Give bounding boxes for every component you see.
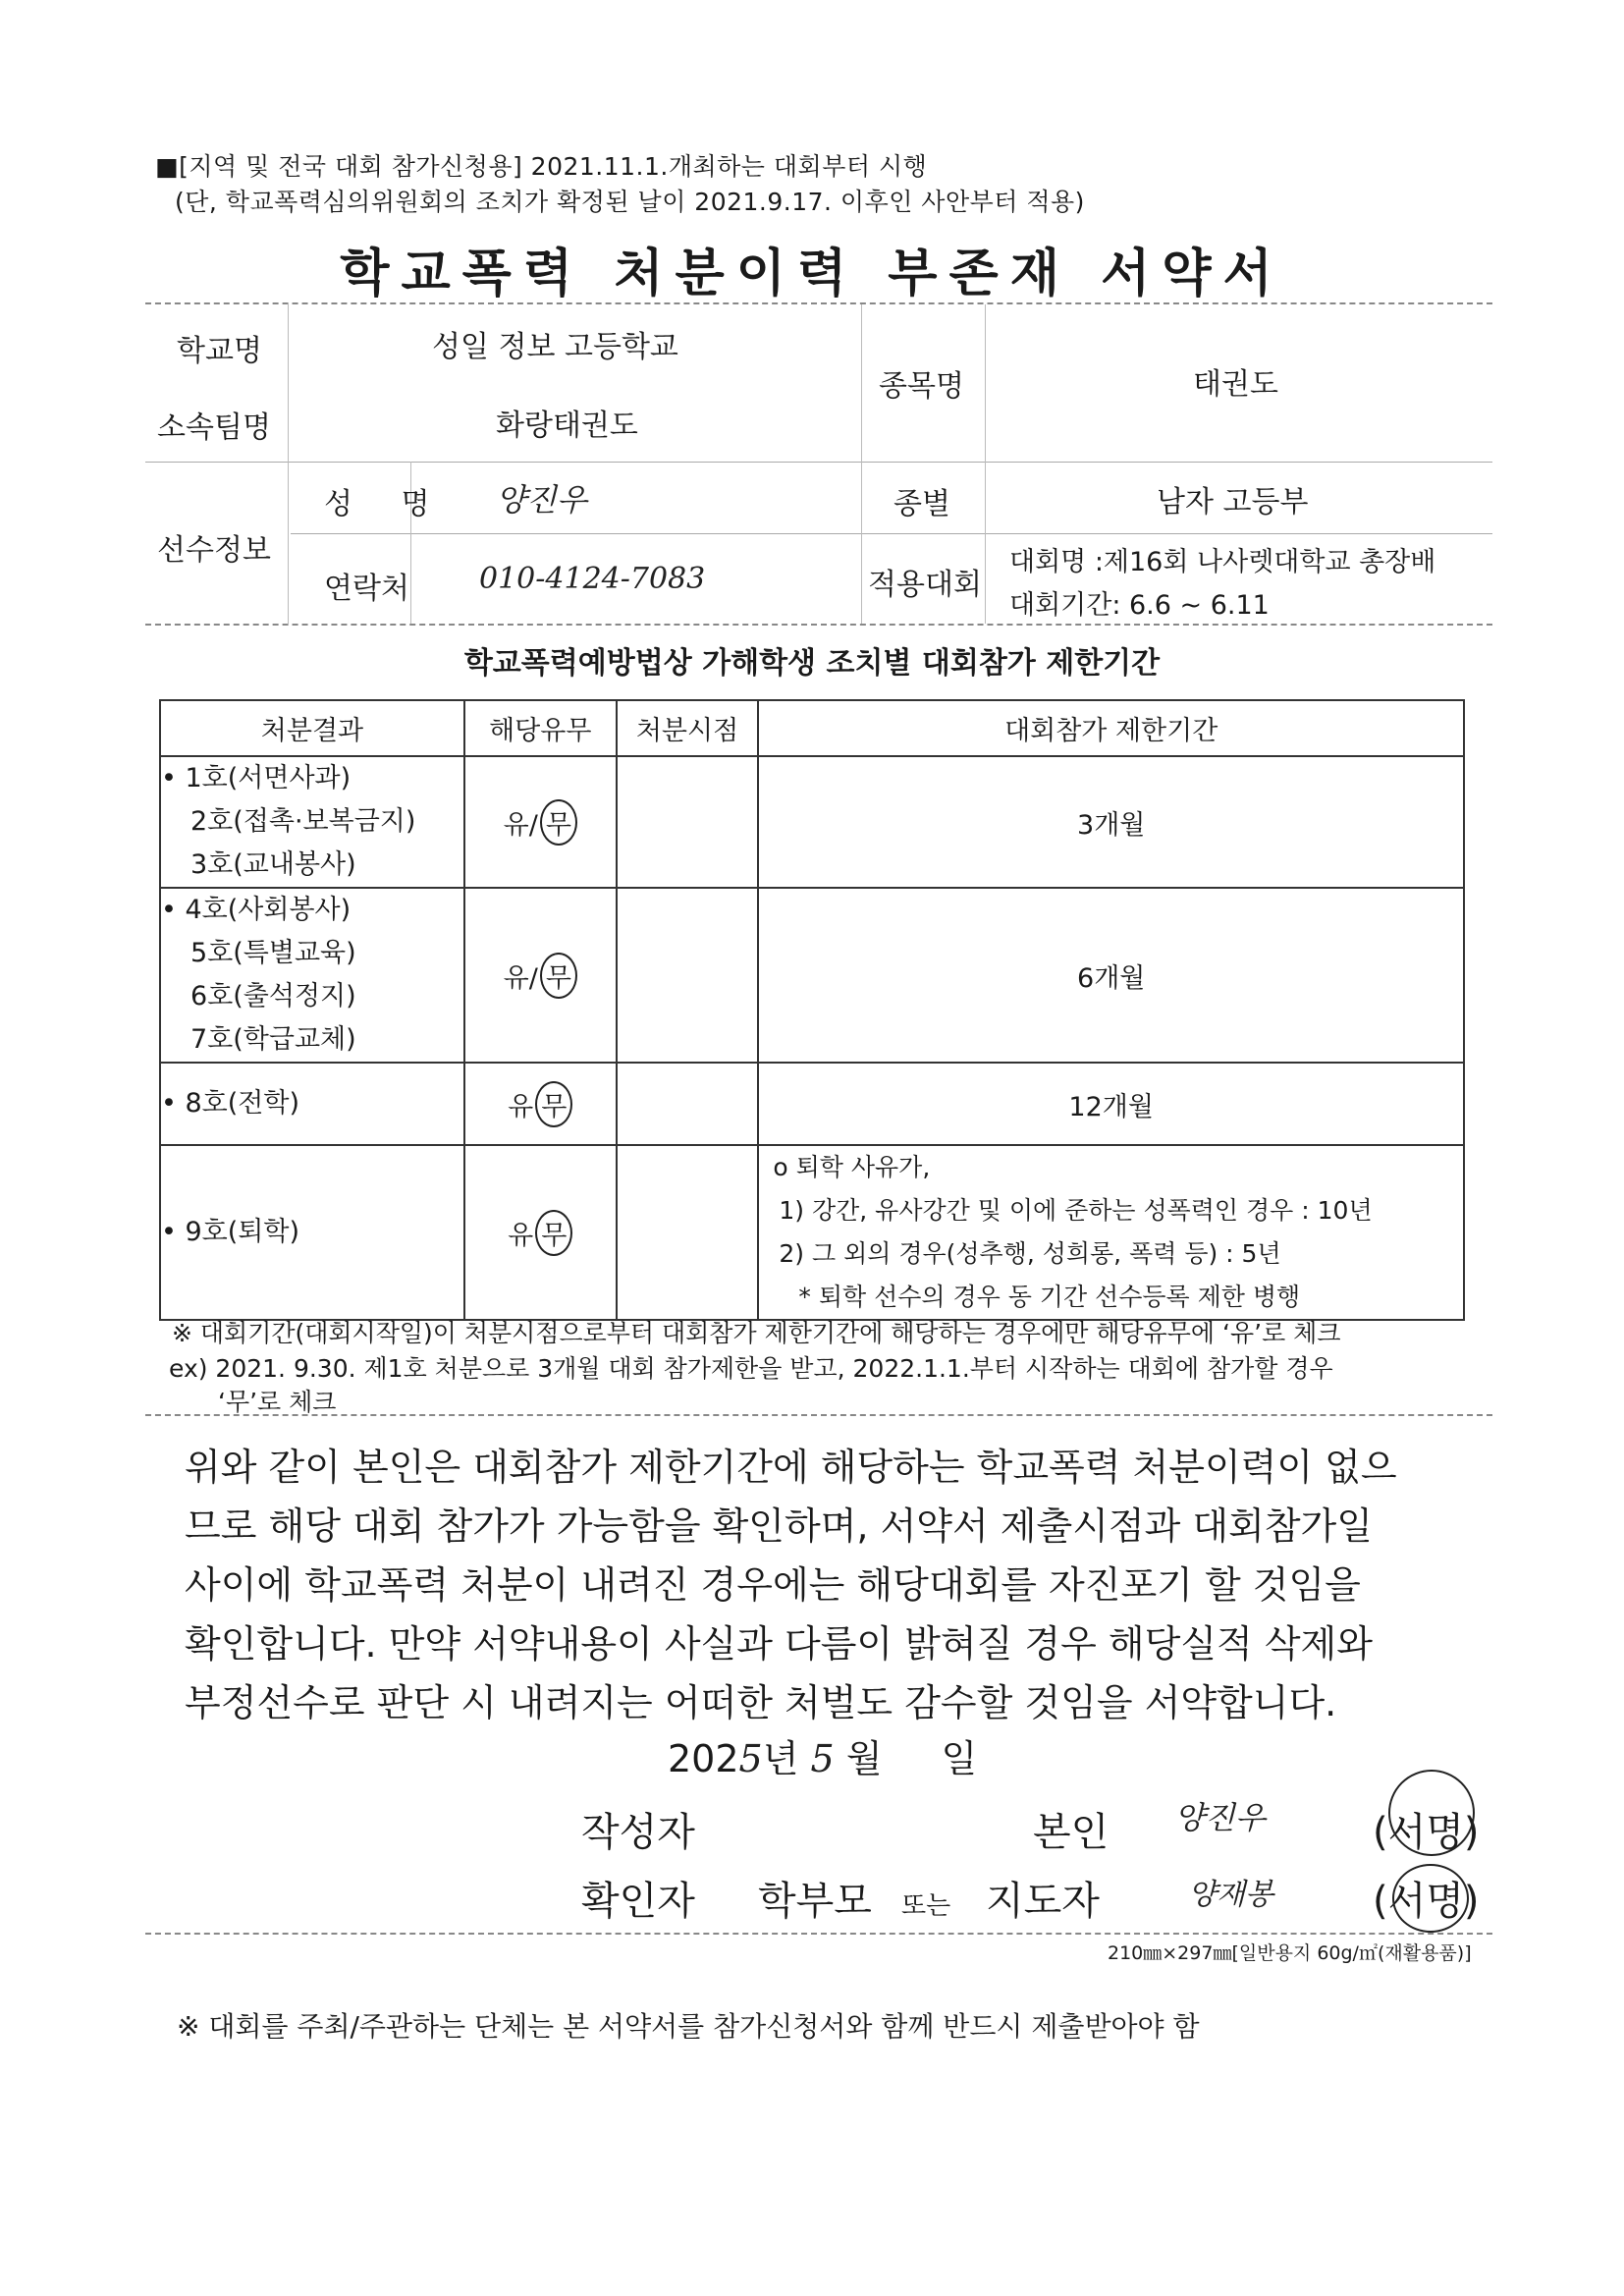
paper-spec: 210㎜×297㎜[일반용지 60g/㎡(재활용품)] bbox=[1108, 1942, 1472, 1964]
pledge-line: 사이에 학교폭력 처분이 내려진 경우에는 해당대회를 자진포기 할 것임을 bbox=[185, 1563, 1361, 1607]
phone-handwritten: 010-4124-7083 bbox=[479, 562, 706, 596]
time-cell bbox=[617, 1145, 759, 1320]
phone-label: 연락처 bbox=[324, 572, 409, 606]
event-label: 종목명 bbox=[879, 369, 964, 404]
team-label: 소속팀명 bbox=[157, 410, 271, 445]
divider bbox=[145, 1414, 1492, 1416]
applicable-cell: 유 무 bbox=[464, 1063, 617, 1145]
measure-list: • 9호(퇴학) bbox=[160, 1145, 464, 1320]
pledge-line: 부정선수로 판단 시 내려지는 어떠한 처벌도 감수할 것임을 서약합니다. bbox=[185, 1681, 1337, 1724]
pledge-line: 므로 해당 대회 참가가 가능함을 확인하며, 서약서 제출시점과 대회참가일 bbox=[185, 1504, 1373, 1548]
column-line bbox=[985, 304, 986, 624]
circled-no-mark: 무 bbox=[535, 1081, 572, 1127]
coach-signature: 양재봉 bbox=[1188, 1878, 1273, 1912]
divider bbox=[145, 462, 1492, 463]
category-value: 남자 고등부 bbox=[1157, 485, 1309, 519]
handwritten-year-digit: 5 bbox=[738, 1737, 763, 1780]
column-line bbox=[861, 304, 862, 624]
time-cell bbox=[617, 756, 759, 888]
table-row bbox=[160, 1063, 1464, 1145]
parent-label: 학부모 bbox=[758, 1879, 872, 1924]
table-header-row bbox=[160, 700, 1464, 756]
header-period: 대회참가 제한기간 bbox=[758, 700, 1464, 756]
circled-no-mark: 무 bbox=[535, 1210, 572, 1256]
applicable-cell: 유 무 bbox=[464, 1145, 617, 1320]
competition-period: 대회기간: 6.6 ~ 6.11 bbox=[1009, 590, 1270, 621]
measure-list: • 4호(사회봉사) 5호(특별교육) 6호(출석정지) 7호(학급교체) bbox=[160, 888, 464, 1063]
coach-seal-label: (서명) bbox=[1373, 1879, 1480, 1924]
document-title: 학교폭력 처분이력 부존재 서약서 bbox=[340, 245, 1284, 303]
applicable-cell: 유/ 무 bbox=[464, 888, 617, 1063]
period-cell: 3개월 bbox=[758, 756, 1464, 888]
restriction-table bbox=[159, 699, 1465, 1321]
header-applicable: 해당유무 bbox=[464, 700, 617, 756]
footer-note: ※ 대회를 주최/주관하는 단체는 본 서약서를 참가신청서와 함께 반드시 제출받아야 함 bbox=[177, 2010, 1200, 2043]
competition-label: 적용대회 bbox=[868, 568, 982, 602]
notice-line-2: (단, 학교폭력심의위원회의 조치가 확정된 날이 2021.9.17. 이후인 사안부터 적용) bbox=[175, 188, 1085, 216]
measure-list: • 1호(서면사과) 2호(접촉·보복금지) 3호(교내봉사) bbox=[160, 756, 464, 888]
measure-list: • 8호(전학) bbox=[160, 1063, 464, 1145]
school-value: 성일 정보 고등학교 bbox=[432, 330, 678, 364]
applicable-cell: 유/ 무 bbox=[464, 756, 617, 888]
header-time: 처분시점 bbox=[617, 700, 759, 756]
notice-line-1: ■[지역 및 전국 대회 참가신청용] 2021.11.1.개최하는 대회부터 시행 bbox=[155, 152, 928, 181]
pledge-date: 2025년 5 월 일 bbox=[668, 1737, 978, 1780]
pledge-line: 확인합니다. 만약 서약내용이 사실과 다름이 밝혀질 경우 해당실적 삭제와 bbox=[185, 1622, 1373, 1666]
circled-no-mark: 무 bbox=[540, 799, 577, 846]
category-label: 종별 bbox=[893, 487, 950, 521]
seal-scribble bbox=[1388, 1770, 1475, 1856]
pledge-line: 위와 같이 본인은 대회참가 제한기간에 해당하는 학교폭력 처분이력이 없으 bbox=[185, 1446, 1397, 1489]
self-signature: 양진우 bbox=[1174, 1799, 1266, 1836]
school-label: 학교명 bbox=[177, 334, 262, 368]
seal-scribble bbox=[1392, 1864, 1469, 1933]
circled-no-mark: 무 bbox=[540, 953, 577, 999]
note-3: ‘무’로 체크 bbox=[218, 1388, 337, 1416]
self-seal-label: (서명) bbox=[1373, 1810, 1480, 1855]
name-label: 성 명 bbox=[324, 487, 450, 521]
table-row bbox=[160, 888, 1464, 1063]
note-1: ※ 대회기간(대회시작일)이 처분시점으로부터 대회참가 제한기간에 해당하는 경우에만 해당유무에 ‘유’로 체크 bbox=[172, 1319, 1341, 1347]
time-cell bbox=[617, 1063, 759, 1145]
table-row bbox=[160, 756, 1464, 888]
confirmer-label: 확인자 bbox=[581, 1879, 695, 1924]
handwritten-month: 5 bbox=[810, 1737, 835, 1780]
divider bbox=[145, 1933, 1492, 1935]
team-value: 화랑태권도 bbox=[496, 409, 638, 443]
divider bbox=[145, 624, 1492, 626]
competition-name: 대회명 :제16회 나사렛대학교 총장배 bbox=[1009, 547, 1436, 577]
period-cell: o 퇴학 사유가, 1) 강간, 유사강간 및 이에 준하는 성폭력인 경우 : 10년 2) 그 외의 경우(성추행, 성희롱, 폭력 등) : 5년 * 퇴학 선수의 경우 동 기간 선수등록 제한 병행 bbox=[758, 1145, 1464, 1320]
name-handwritten: 양진우 bbox=[496, 481, 587, 519]
time-cell bbox=[617, 888, 759, 1063]
coach-label: 지도자 bbox=[986, 1879, 1100, 1924]
event-value: 태권도 bbox=[1193, 367, 1278, 402]
note-2: ex) 2021. 9.30. 제1호 처분으로 3개월 대회 참가제한을 받고, 2022.1.1.부터 시작하는 대회에 참가할 경우 bbox=[169, 1354, 1333, 1383]
restriction-subtitle: 학교폭력예방법상 가해학생 조치별 대회참가 제한기간 bbox=[463, 646, 1161, 681]
period-cell: 6개월 bbox=[758, 888, 1464, 1063]
divider bbox=[145, 302, 1492, 304]
header-result: 처분결과 bbox=[160, 700, 464, 756]
column-line bbox=[288, 304, 289, 624]
square-bullet-icon: ■ bbox=[155, 152, 180, 181]
writer-label: 작성자 bbox=[581, 1810, 695, 1855]
table-row bbox=[160, 1145, 1464, 1320]
player-info-label: 선수정보 bbox=[157, 533, 271, 568]
self-label: 본인 bbox=[1033, 1810, 1110, 1855]
or-label: 또는 bbox=[901, 1891, 951, 1921]
period-cell: 12개월 bbox=[758, 1063, 1464, 1145]
divider bbox=[980, 533, 1492, 534]
